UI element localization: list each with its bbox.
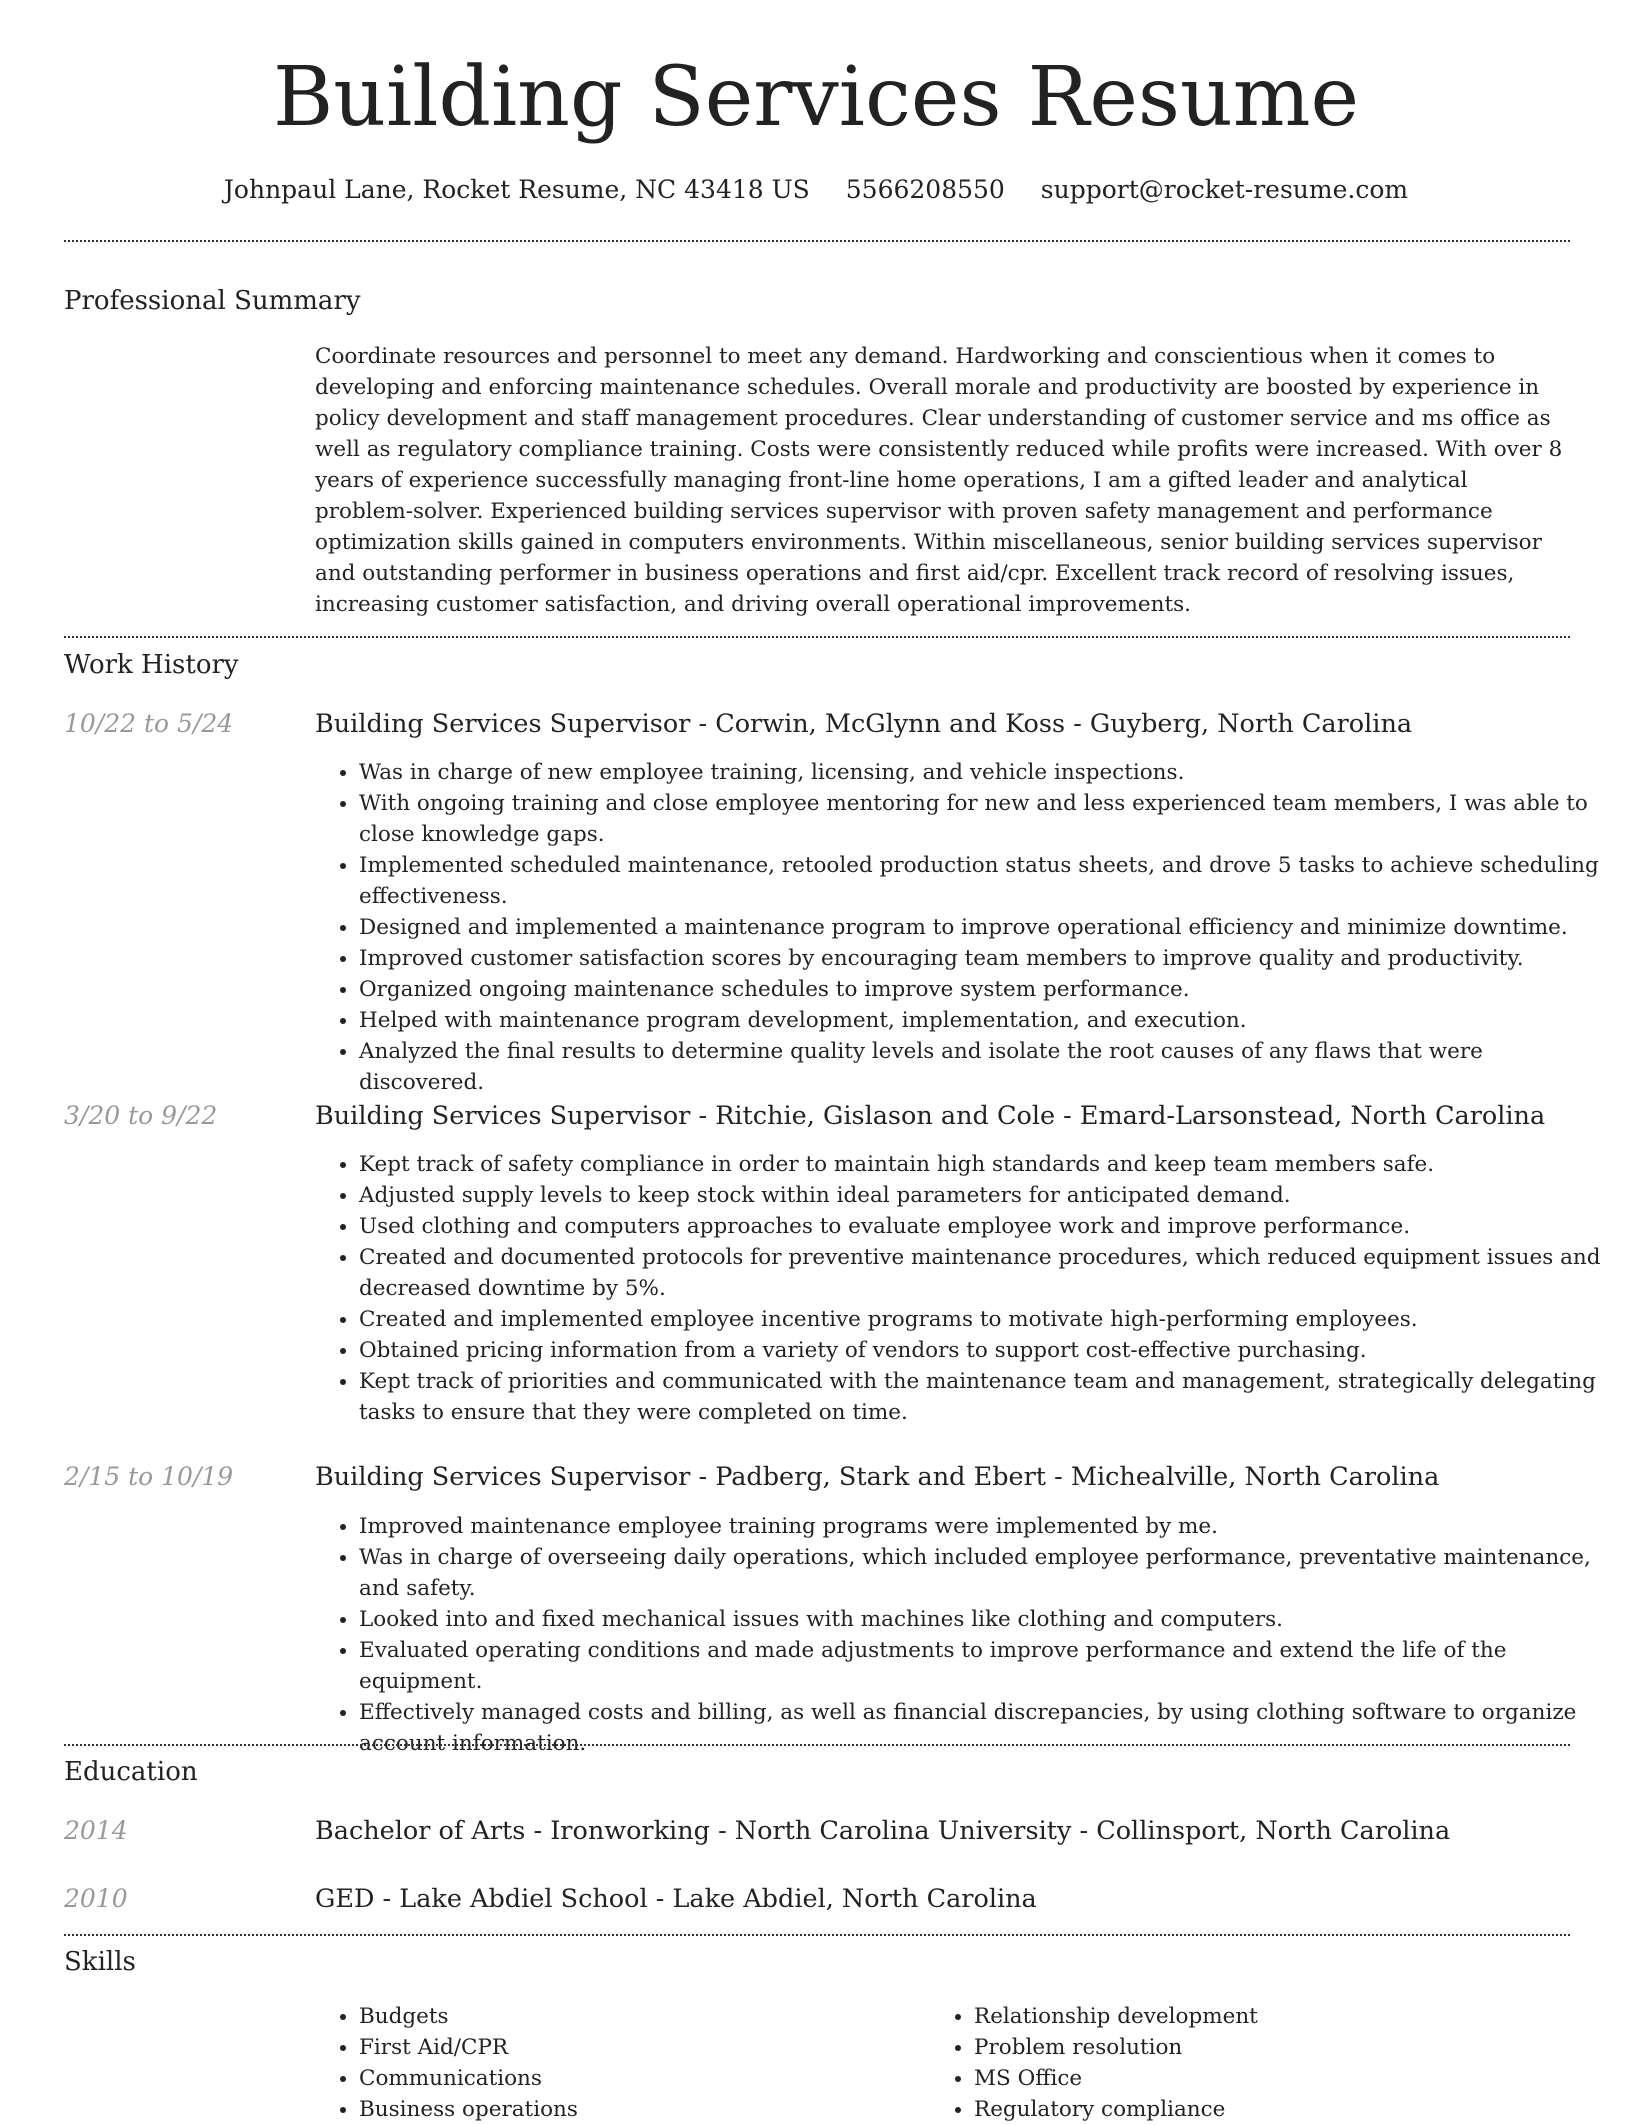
contact-phone: 5566208550 (845, 175, 1005, 204)
divider (64, 1744, 1570, 1746)
job-title: Building Services Supervisor - Ritchie, Gislason and Cole - Emard-Larsonstead, North Carolina (315, 1101, 1546, 1131)
skill-item: • Communications (359, 2063, 919, 2094)
education-degree: GED - Lake Abdiel School - Lake Abdiel, North Carolina (315, 1884, 1037, 1914)
skill-item: • Regulatory compliance (974, 2094, 1534, 2125)
list-item: • Looked into and fixed mechanical issues with machines like clothing and computers. (359, 1604, 1614, 1635)
list-item: • Improved maintenance employee training programs were implemented by me. (359, 1511, 1614, 1542)
list-item: • Created and documented protocols for preventive maintenance procedures, which reduced equipment issues and decreased downtime by 5%. (359, 1242, 1614, 1304)
skill-item: • Problem resolution (974, 2032, 1534, 2063)
education-degree: Bachelor of Arts - Ironworking - North Carolina University - Collinsport, North Carolina (315, 1816, 1451, 1846)
skill-item: • MS Office (974, 2063, 1534, 2094)
list-item: • Organized ongoing maintenance schedules to improve system performance. (359, 974, 1614, 1005)
skill-item: • Business operations (359, 2094, 919, 2125)
job-bullets (315, 1149, 1614, 1428)
job-bullets (315, 757, 1614, 1098)
skill-item: • First Aid/CPR (359, 2032, 919, 2063)
divider (64, 636, 1570, 638)
education-year: 2014 (64, 1816, 128, 1845)
list-item: • Kept track of safety compliance in order to maintain high standards and keep team members safe. (359, 1149, 1614, 1180)
list-item: • With ongoing training and close employee mentoring for new and less experienced team members, I was able to close knowledge gaps. (359, 788, 1614, 850)
section-heading-education: Education (64, 1757, 198, 1787)
section-heading-work-history: Work History (64, 650, 239, 680)
contact-email: support@rocket-resume.com (1040, 175, 1409, 204)
list-item: • Used clothing and computers approaches to evaluate employee work and improve performance. (359, 1211, 1614, 1242)
list-item: • Created and implemented employee incentive programs to motivate high-performing employees. (359, 1304, 1614, 1335)
list-item: • Evaluated operating conditions and made adjustments to improve performance and extend the life of the equipment. (359, 1635, 1614, 1697)
job-dates: 2/15 to 10/19 (64, 1462, 234, 1491)
divider (64, 1934, 1570, 1936)
skill-item: • Relationship development (974, 2001, 1534, 2032)
skill-item: • Budgets (359, 2001, 919, 2032)
section-heading-skills: Skills (64, 1947, 136, 1977)
summary-text: Coordinate resources and personnel to meet any demand. Hardworking and conscientious when it comes to developing and enforcing maintenance schedules. Overall morale and productivity are boosted by experience in policy development and staff management procedures. Clear understanding of customer service and ms office as well as regulatory compliance training. Costs were consistently reduced while profits were increased. With over 8 years of experience successfully managing front-line home operations, I am a gifted leader and analytical problem-solver. Experienced building services supervisor with proven safety management and performance optimization skills gained in computers environments. Within miscellaneous, senior building services supervisor and outstanding performer in business operations and first aid/cpr. Excellent track record of resolving issues, increasing customer satisfaction, and driving overall operational improvements. (315, 344, 1563, 617)
education-year: 2010 (64, 1884, 128, 1913)
job-title: Building Services Supervisor - Padberg, Stark and Ebert - Michealville, North Carolina (315, 1462, 1440, 1492)
section-heading-summary: Professional Summary (64, 286, 361, 316)
list-item: • Helped with maintenance program development, implementation, and execution. (359, 1005, 1614, 1036)
skills-list-left (315, 2001, 919, 2125)
list-item: • Was in charge of new employee training, licensing, and vehicle inspections. (359, 757, 1614, 788)
list-item: • Designed and implemented a maintenance program to improve operational efficiency and minimize downtime. (359, 912, 1614, 943)
job-dates: 10/22 to 5/24 (64, 709, 234, 738)
list-item: • Adjusted supply levels to keep stock within ideal parameters for anticipated demand. (359, 1180, 1614, 1211)
list-item: • Was in charge of overseeing daily operations, which included employee performance, preventative maintenance, and safety. (359, 1542, 1614, 1604)
resume-title: Building Services Resume (272, 50, 1360, 145)
list-item: • Effectively managed costs and billing, as well as financial discrepancies, by using clothing software to organize account information. (359, 1697, 1614, 1759)
list-item: • Analyzed the final results to determine quality levels and isolate the root causes of any flaws that were discovered. (359, 1036, 1614, 1098)
contact-address: Johnpaul Lane, Rocket Resume, NC 43418 US (223, 175, 810, 204)
list-item: • Implemented scheduled maintenance, retooled production status sheets, and drove 5 tasks to achieve scheduling effectiveness. (359, 850, 1614, 912)
list-item: • Obtained pricing information from a variety of vendors to support cost-effective purchasing. (359, 1335, 1614, 1366)
skills-list-right (930, 2001, 1534, 2125)
list-item: • Improved customer satisfaction scores by encouraging team members to improve quality and productivity. (359, 943, 1614, 974)
list-item: • Kept track of priorities and communicated with the maintenance team and management, strategically delegating tasks to ensure that they were completed on time. (359, 1366, 1614, 1428)
contact-line (0, 170, 1632, 210)
job-bullets (315, 1511, 1614, 1759)
job-title: Building Services Supervisor - Corwin, McGlynn and Koss - Guyberg, North Carolina (315, 709, 1413, 739)
divider (64, 240, 1570, 242)
job-dates: 3/20 to 9/22 (64, 1101, 218, 1130)
